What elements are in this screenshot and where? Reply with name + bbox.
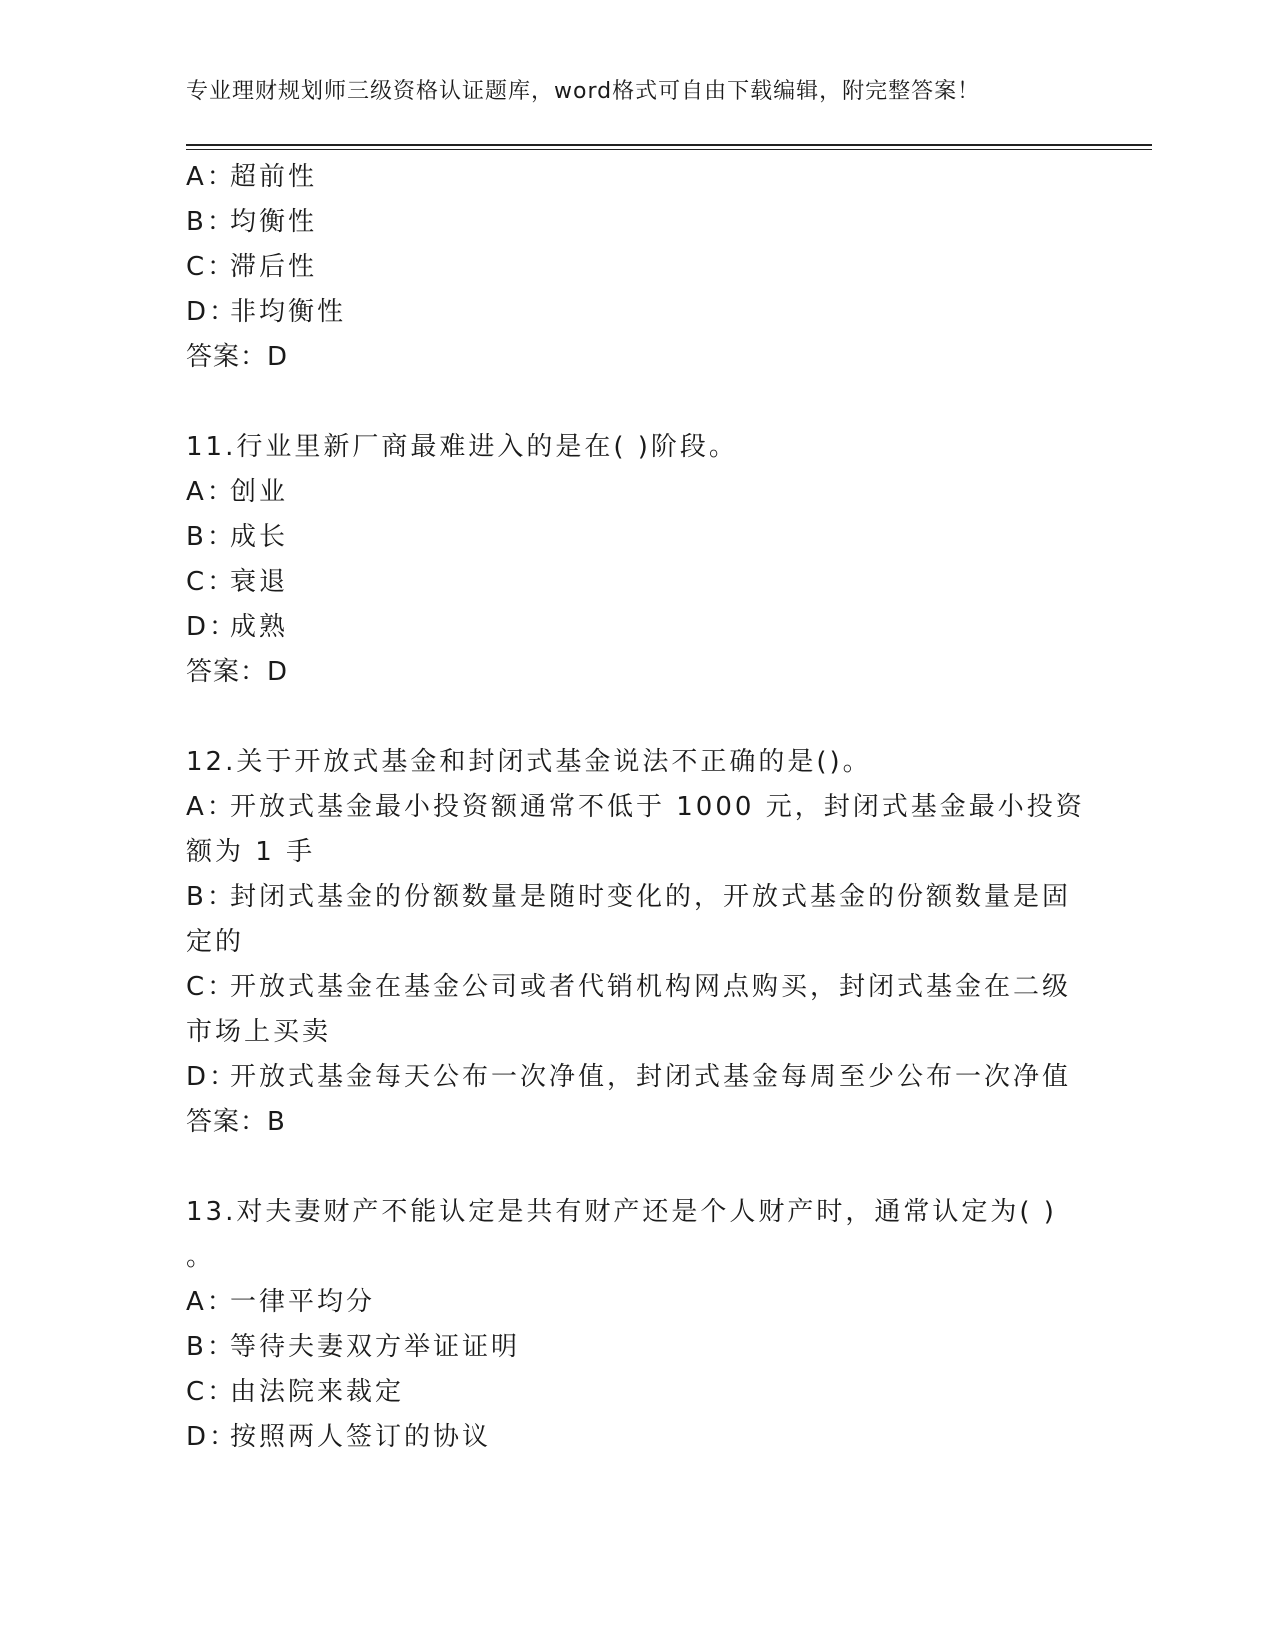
option-b xyxy=(186,1325,1086,1370)
option-a-continued: 额为 1 手 xyxy=(186,837,316,867)
option-key: C： xyxy=(186,567,237,597)
option-key: D： xyxy=(186,297,239,327)
option-text: 开放式基金最小投资额通常不低于 1000 元，封闭式基金最小投资 xyxy=(230,792,1085,822)
page-header-title: 专业理财规划师三级资格认证题库，word格式可自由下载编辑，附完整答案！ xyxy=(186,79,981,104)
option-c xyxy=(186,965,1086,1010)
option-key: D： xyxy=(186,1422,239,1452)
option-a xyxy=(186,785,1086,830)
question-12 xyxy=(186,740,1086,1145)
option-c xyxy=(186,560,1086,605)
option-key: B： xyxy=(186,207,236,237)
document-body xyxy=(186,155,1086,1460)
option-text: 超前性 xyxy=(230,162,318,192)
option-d xyxy=(186,605,1086,650)
question-stem: 13.对夫妻财产不能认定是共有财产还是个人财产时，通常认定为( ) xyxy=(186,1197,1057,1227)
option-text: 封闭式基金的份额数量是随时变化的，开放式基金的份额数量是固 xyxy=(230,882,1072,912)
option-text: 均衡性 xyxy=(230,207,318,237)
option-text: 衰退 xyxy=(230,567,289,597)
option-d xyxy=(186,1055,1086,1100)
option-key: A： xyxy=(186,162,236,192)
question-11 xyxy=(186,425,1086,695)
option-key: C： xyxy=(186,252,237,282)
option-key: A： xyxy=(186,477,236,507)
option-d xyxy=(186,290,1086,335)
option-key: B： xyxy=(186,882,236,912)
question-10-options xyxy=(186,155,1086,380)
option-key: B： xyxy=(186,522,236,552)
option-a xyxy=(186,470,1086,515)
option-d xyxy=(186,1415,1086,1460)
option-text: 滞后性 xyxy=(230,252,318,282)
option-text: 成长 xyxy=(230,522,289,552)
option-text: 创业 xyxy=(230,477,289,507)
option-a xyxy=(186,155,1086,200)
option-key: D： xyxy=(186,612,239,642)
question-13 xyxy=(186,1190,1086,1460)
option-text: 由法院来裁定 xyxy=(230,1377,405,1407)
question-stem: 12.关于开放式基金和封闭式基金说法不正确的是()。 xyxy=(186,747,872,777)
answer-line: 答案：B xyxy=(186,1107,286,1137)
option-text: 开放式基金每天公布一次净值，封闭式基金每周至少公布一次净值 xyxy=(230,1062,1072,1092)
option-text: 等待夫妻双方举证证明 xyxy=(230,1332,521,1362)
option-text: 开放式基金在基金公司或者代销机构网点购买，封闭式基金在二级 xyxy=(230,972,1072,1002)
option-text: 按照两人签订的协议 xyxy=(230,1422,492,1452)
header-divider xyxy=(186,144,1152,146)
option-text: 成熟 xyxy=(230,612,289,642)
option-key: D： xyxy=(186,1062,239,1092)
option-c xyxy=(186,245,1086,290)
option-key: C： xyxy=(186,1377,237,1407)
option-c xyxy=(186,1370,1086,1415)
option-text: 非均衡性 xyxy=(230,297,347,327)
answer-line: 答案：D xyxy=(186,342,289,372)
option-key: B： xyxy=(186,1332,236,1362)
option-a xyxy=(186,1280,1086,1325)
option-key: C： xyxy=(186,972,237,1002)
option-b xyxy=(186,200,1086,245)
option-text: 一律平均分 xyxy=(230,1287,376,1317)
option-key: A： xyxy=(186,792,236,822)
option-b-continued: 定的 xyxy=(186,927,245,957)
option-b xyxy=(186,875,1086,920)
option-b xyxy=(186,515,1086,560)
question-stem: 11.行业里新厂商最难进入的是在( )阶段。 xyxy=(186,432,738,462)
question-stem-continued: 。 xyxy=(186,1242,216,1272)
option-c-continued: 市场上买卖 xyxy=(186,1017,332,1047)
option-key: A： xyxy=(186,1287,236,1317)
answer-line: 答案：D xyxy=(186,657,289,687)
